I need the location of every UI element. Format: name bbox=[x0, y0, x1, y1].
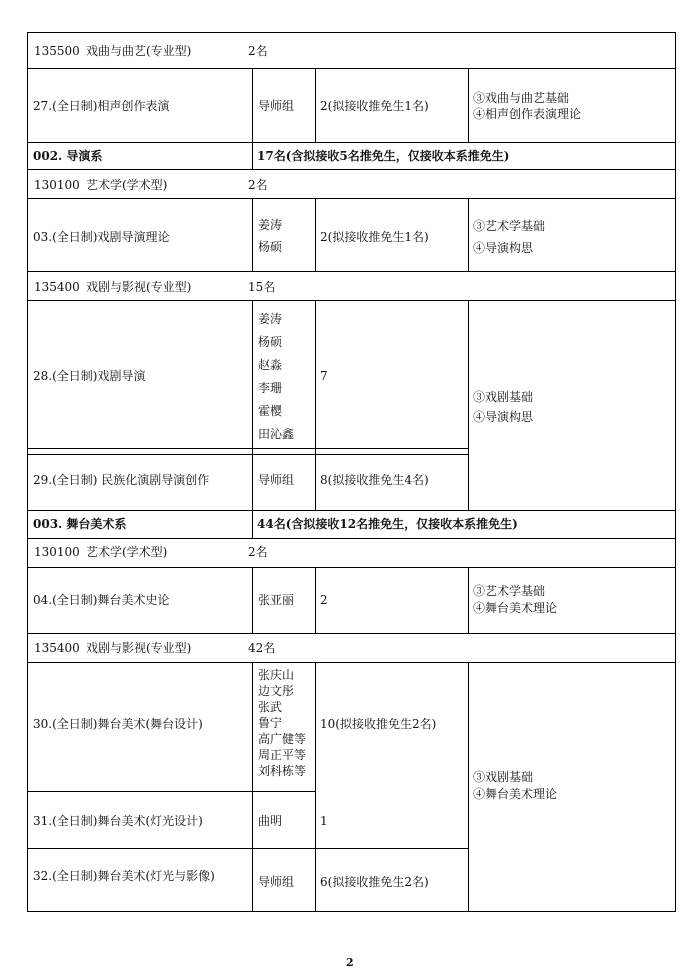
major-code: 130100 bbox=[34, 178, 80, 192]
department-quota: 17名(含拟接收5名推免生，仅接收本系推免生) bbox=[257, 149, 510, 163]
supervisor-name: 田沁鑫 bbox=[258, 427, 295, 441]
page-number: 2 bbox=[346, 956, 354, 969]
enrollment-cell: 2(拟接收推免生1名) bbox=[320, 99, 429, 113]
enrollment-cell: 1 bbox=[320, 814, 328, 828]
exam-subjects-30-32 bbox=[473, 771, 557, 800]
major-name: 艺术学(学术型) bbox=[86, 545, 168, 559]
department-name: 002. 导演系 bbox=[33, 149, 103, 163]
exam-subject: ④相声创作表演理论 bbox=[473, 107, 582, 121]
exam-subjects bbox=[473, 220, 545, 254]
exam-subject: ④导演构思 bbox=[473, 410, 534, 424]
supervisor-name: 姜涛 bbox=[258, 312, 283, 326]
enrollment-cell: 8(拟接收推免生4名) bbox=[320, 473, 429, 487]
major-code: 135500 bbox=[34, 44, 80, 58]
direction-cell: 03.(全日制)戏剧导演理论 bbox=[33, 230, 170, 244]
exam-subject: ③戏剧基础 bbox=[473, 770, 534, 784]
supervisor-name: 李珊 bbox=[258, 381, 283, 395]
major-code: 135400 bbox=[34, 641, 80, 655]
direction-cell: 28.(全日制)戏剧导演 bbox=[33, 369, 146, 383]
supervisor-name: 张武 bbox=[258, 700, 283, 714]
direction-cell: 31.(全日制)舞台美术(灯光设计) bbox=[33, 814, 203, 828]
major-code: 130100 bbox=[34, 545, 80, 559]
major-name: 戏曲与曲艺(专业型) bbox=[86, 44, 192, 58]
supervisor-cell bbox=[258, 313, 294, 440]
exam-subject: ③艺术学基础 bbox=[473, 219, 546, 233]
supervisor-name: 鲁宁 bbox=[258, 716, 283, 730]
supervisor-name: 姜涛 bbox=[258, 218, 283, 232]
major-name: 戏剧与影视(专业型) bbox=[86, 641, 192, 655]
major-quota: 2名 bbox=[248, 178, 268, 192]
major-quota: 42名 bbox=[248, 641, 276, 655]
exam-subjects bbox=[473, 92, 581, 120]
exam-subject: ④舞台美术理论 bbox=[473, 601, 558, 615]
major-code: 135400 bbox=[34, 280, 80, 294]
supervisor-name: 杨硕 bbox=[258, 240, 283, 254]
major-name: 戏剧与影视(专业型) bbox=[86, 280, 192, 294]
exam-subject: ③艺术学基础 bbox=[473, 584, 546, 598]
supervisor-name: 边文彤 bbox=[258, 684, 295, 698]
direction-cell: 04.(全日制)舞台美术史论 bbox=[33, 593, 170, 607]
major-name: 艺术学(学术型) bbox=[86, 178, 168, 192]
supervisor-cell bbox=[258, 219, 282, 253]
supervisor-name: 高广健等 bbox=[258, 732, 307, 746]
direction-cell: 29.(全日制) 民族化演剧导演创作 bbox=[33, 473, 210, 487]
supervisor-name: 张庆山 bbox=[258, 668, 295, 682]
enrollment-cell: 6(拟接收推免生2名) bbox=[320, 875, 429, 889]
enrollment-cell: 10(拟接收推免生2名) bbox=[320, 717, 437, 731]
supervisor-name: 杨硕 bbox=[258, 335, 283, 349]
major-quota: 2名 bbox=[248, 44, 268, 58]
department-name: 003. 舞台美术系 bbox=[33, 517, 127, 531]
department-quota: 44名(含拟接收12名推免生，仅接收本系推免生) bbox=[257, 517, 518, 531]
direction-cell: 32.(全日制)舞台美术(灯光与影像) bbox=[33, 869, 215, 883]
supervisor-name: 霍樱 bbox=[258, 404, 283, 418]
major-quota: 15名 bbox=[248, 280, 276, 294]
exam-subjects-28-29 bbox=[473, 391, 533, 423]
supervisor-cell: 导师组 bbox=[258, 473, 295, 487]
enrollment-cell: 2 bbox=[320, 593, 328, 607]
supervisor-cell: 导师组 bbox=[258, 875, 295, 889]
supervisor-name: 周正平等 bbox=[258, 748, 307, 762]
exam-subject: ④舞台美术理论 bbox=[473, 787, 558, 801]
enrollment-cell: 2(拟接收推免生1名) bbox=[320, 230, 429, 244]
direction-cell: 30.(全日制)舞台美术(舞台设计) bbox=[33, 717, 203, 731]
supervisor-name: 赵淼 bbox=[258, 358, 283, 372]
exam-subject: ④导演构思 bbox=[473, 241, 534, 255]
supervisor-cell: 导师组 bbox=[258, 99, 295, 113]
major-quota: 2名 bbox=[248, 545, 268, 559]
supervisor-cell: 曲明 bbox=[258, 814, 283, 828]
supervisor-name: 刘科栋等 bbox=[258, 764, 307, 778]
direction-cell: 27.(全日制)相声创作表演 bbox=[33, 99, 170, 113]
exam-subjects bbox=[473, 585, 557, 614]
supervisor-cell: 张亚丽 bbox=[258, 593, 295, 607]
supervisor-cell bbox=[258, 669, 306, 777]
exam-subject: ③戏曲与曲艺基础 bbox=[473, 91, 570, 105]
exam-subject: ③戏剧基础 bbox=[473, 390, 534, 404]
enrollment-cell: 7 bbox=[320, 369, 328, 383]
